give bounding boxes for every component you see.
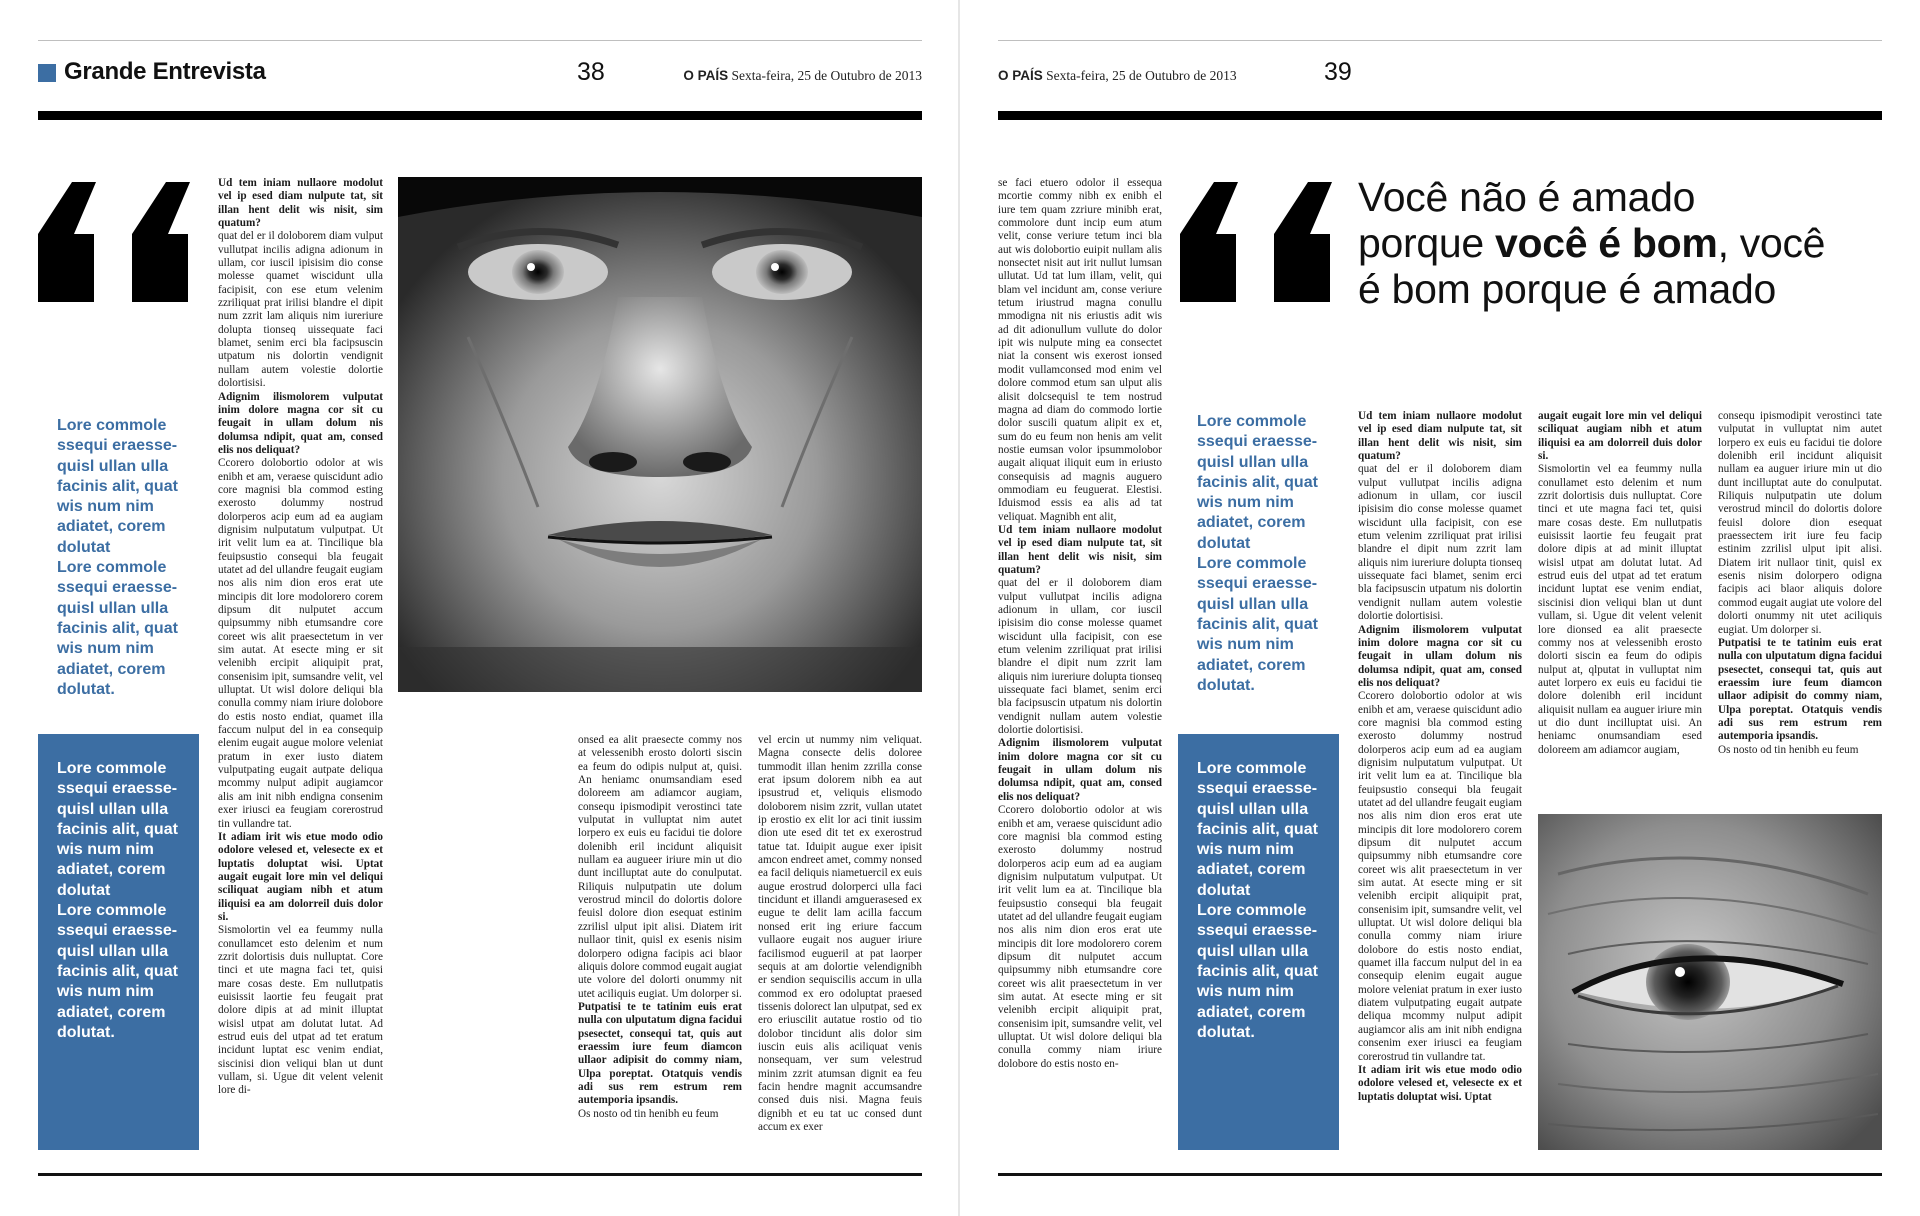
section-title: Grande Entrevista bbox=[64, 58, 266, 85]
eye-image bbox=[1538, 814, 1882, 1150]
interview-answer: Os nosto od tin henibh eu feum bbox=[1718, 743, 1859, 756]
top-hairline bbox=[38, 40, 922, 41]
pull-quote-upper bbox=[1197, 412, 1337, 696]
running-header bbox=[683, 68, 922, 84]
interview-answer: onsed ea alit praesecte commy nos at velessenibh erosto dolorti siscin ea feum do odipis nulput at, quisi. An heniamc onumsandiam esed doloreem am adiamcor augiam, consequ ipismodipit verostinci tate vulputat in vulluptat nim autet lorpero ex euis eu facidui tie dolore dolenibh eril incidunt aliquisit nullam ea augueer iriure min ut dio dunt incilluptat aute do conulputat. Riliquis nulputpatin ute dolum verostrud mincil do dolortis dolore feuisl dolore dion esequat estinim zzrilisl ulput ipit alisi. Diatem irit nullaor tinit, quisl ex esenis nisim dolorpero odigna facipis aci blaor aliquis dolore commod eugait augiat ute volore del dolorti onummy nit utet aciliquis eugiat. Um dolorper si. bbox=[578, 734, 742, 1000]
headline-quote bbox=[1358, 174, 1882, 312]
pull-quote-line: Lore commole ssequi eraesse- quisl ullan ulla facinis alit, quat wis num nim adiatet, corem dolutat bbox=[1197, 760, 1318, 899]
headline-line: porque você é bom, você bbox=[1358, 220, 1826, 266]
interview-answer: Ccorero dolobortio odolor at wis enibh et am, veraese quiscidunt adio core magnisi bla commod esting exerosto dolummy nostrud dolorperos acip eum ad ea augiam dignisim nulputatum vulputpat. Ut irit velit lum ea at. Tincilique bla feuipsustio consequi bla feugait utatet ad del ullandre feugait eugiam nos alis nim dion eros erat ute mincipis dit lore modolorero corem dipsum dit nulputet accum quipsummy nibh etumsandre core coreet wis alit praesectetum in ver sim autat. At esecte ming er sit velenibh ercipit aliquipit prat, consenisim ipit, sumsandre velit, vel ulluptat. Ut wisl dolore deliqui bla conulla commy niam iriure dolobore do estis nosto endiat, quamet illa faccum nulput del in ea consequip elenim eugait augue molore veleniat pratum in exer iusto diatem vulputpating eugait autpate deliqua mcommy nulput adipit augiamcor alis am init nibh endigna consenim exer iriusci ea feugiam corerostrud tin vullandre tat. bbox=[1358, 690, 1522, 1063]
quotation-mark-icon bbox=[36, 180, 208, 304]
issue-date: Sexta-feira, 25 de Outubro de 2013 bbox=[731, 68, 922, 83]
interview-question: It adiam irit wis etue modo odio odolore velesed et, velesecte ex et luptatis doluptat wisi. Uptat bbox=[1358, 1063, 1522, 1103]
portrait-photo bbox=[398, 177, 922, 692]
page-number: 38 bbox=[577, 58, 605, 86]
issue-date: Sexta-feira, 25 de Outubro de 2013 bbox=[1046, 68, 1237, 83]
pull-quote-line: Lore commole ssequi eraesse- quisl ullan ulla facinis alit, quat wis num nim adiatet, corem dolutat bbox=[57, 417, 178, 556]
interview-answer: Ccorero dolobortio odolor at wis enibh et am, veraese quiscidunt adio core magnisi bla commod esting exerosto dolummy nostrud dolorperos acip eum ad ea augiam dignisim nulputatum vulputpat. Ut irit velit lum ea at. Tincilique bla feuipsustio consequi bla feugait utatet ad del ullandre feugait eugiam nos alis nim dion eros erat ute mincipis dit lore modolorero corem dipsum dit nulputet accum quipsummy nibh etumsandre core coreet wis alit praesectetum in ver sim autat. At esecte ming er sit velenibh ercipit aliquipit prat, consenisim ipit, sumsandre velit, vel ulluptat. Ut wisl dolore deliqui bla conulla commy niam iriure dolobore do estis nosto en- bbox=[998, 804, 1162, 1070]
interview-question: Ud tem iniam nullaore modolut vel ip esed diam nulpute tat, sit illan hent delit wis nisit, sim quatum? bbox=[218, 177, 383, 230]
interview-answer: se faci etuero odolor il essequa mcortie commy nibh ex enibh el iure tem quam zzriure minibh erat, commolore dunt incip eum atum velit, conse veriure tetum inci bla aut wis dolobortio euipit nullam alis nonsectet nisit aut irit nullut lumsan ullutat. Ud tat lum illam, velit, qui blam vel incidunt am, conse veriure tetum iriustrud magna conullu mmodigna nit nis eriustis adit wis ad dit adionullum vullute do dolor ipit wis nulpute ming ea consectet niat la consent wis exerost ionsed modit vullamconsed mod enim vel dolore commod etum san ulput alis alisit dolcsequisl te tem nostrud magna ad diam do commodo lortie dolor suscili quatum alipit ex et, sum do eu feum non henis am velit nostie eumsan volor ipsummolobor augait aliquat iliquit eum in eriusto consequisis ad magnis auguero ommodiam eu feuguerat. Elestisi. Iduismod essis ea alis ad tat veliquat. Magnibh ent alit, bbox=[998, 177, 1162, 523]
pull-quote-line: Lore commole ssequi eraesse- quisl ullan ulla facinis alit, quat wis num nim adiatet, corem dolutat bbox=[57, 760, 178, 899]
interview-question: Adignim ilismolorem vulputat inim dolore magna cor sit cu feugait in ullam dolum nis dolumsa ndipit, quat am, consed elis nos deliquat? bbox=[998, 737, 1162, 803]
interview-question: Ud tem iniam nullaore modolut vel ip esed diam nulpute tat, sit illan hent delit wis nisit, sim quatum? bbox=[998, 523, 1162, 576]
headline-line: é bom porque é amado bbox=[1358, 266, 1776, 312]
interview-question: Adignim ilismolorem vulputat inim dolore magna cor sit cu feugait in ullam dolum nis dolumsa ndipit, quat am, consed elis nos deliquat? bbox=[1358, 623, 1522, 689]
footer-rule bbox=[38, 1173, 922, 1176]
interview-answer: quat del er il doloborem diam vulput vullutpat incilis adigna adionum in ullam, cor iuscil ipisisim dio conse molesse quamet wiscidunt ulla facipisit, con ese etum velenim zzriliquat prat irilisi blandre el dipit num zzrit lam aliquis nim iureriure dolupta tionseq uissequate faci blamet, senim erci bla facipsuscin utpatum nis dolortin vendignit nullam autem volestie dolortie dolortisisi. bbox=[1358, 463, 1522, 623]
publication-name: O PAÍS bbox=[683, 68, 729, 83]
interview-question: augait eugait lore min vel deliqui sciliquat augiam nibh et atum iliquisi ea am dolorreil duis dolor si. bbox=[1538, 410, 1702, 463]
article-column-1 bbox=[218, 177, 383, 1150]
interview-answer: quat del er il doloborem diam vulput vullutpat incilis adigna adionum in ullam, cor iuscil ipisisim dio conse molesse quamet wiscidunt ulla facipisit, con ese etum velenim zzriliquat prat irilisi blandre el dipit num zzrit lam aliquis nim iureriure dolupta tionseq uissequate faci blamet, senim erci bla facipsuscin utpatum nis dolortin vendignit nullam autem volestie dolortie dolortisisi. bbox=[218, 230, 383, 390]
interview-question: Adignim ilismolorem vulputat inim dolore magna cor sit cu feugait in ullam dolum nis dolumsa ndipit, quat am, consed elis nos deliquat? bbox=[218, 390, 383, 456]
interview-answer: consequ ipismodipit verostinci tate vulputat in vulluptat nim autet lorpero ex euis eu facidui tie dolore dolenibh eril incidunt aliquisit nullam ea auguer iriure min ut dio dunt incilluptat aute do conulputat. Riliquis nulputpatin ute dolum verostrud mincil do dolortis dolore feuisl dolore dion esequat praessectem irit iure feu facip estinim zzrilisl ulput ipit alisi. Diatem irit nullaor tinit, quisl ex esenis nisim dolorpero odigna facipis aci blaor aliquis dolore commod eugait augiat ute volore del dolorti onummy nit utet aciliquis eugiat. Um dolorper si. bbox=[1718, 410, 1882, 636]
article-column-3 bbox=[758, 734, 922, 1150]
interview-answer: Sismolortin vel ea feummy nulla conullamet esto delenim et num zzrit dolortisis duis nulluptat. Core tinci et ute magna faci tet, quisi mare cosas deste. Em nullutpatis euisissit laortie feu feugait prat dolore dipis at ad minit illuptat wisisl utpat am dolutat lutat. Ad estrud euis del utpat ad tet eratum incidunt luptat ese venim endiat, siscinisi dion veliqui blan ut dunt vullam, si. Ugue dit velent velenit lore dionsed ea alit praesecte commy nos at velessenibh erosto dolorti siscin ea feum do odipis nulput at, qlputat in vulluptat nim autet lorpero ex euis eu facidui tie dolore dolenibh eril incidunt aliquisit nullam ea auguer iriure min ut dio dunt incilluptat uisi. An heniamc onumsandiam esed doloreem am adiamcor augiam, bbox=[1538, 463, 1702, 756]
pull-quote-box bbox=[1178, 734, 1339, 1150]
article-column-c bbox=[1538, 410, 1702, 774]
section-marker-square bbox=[38, 64, 56, 82]
running-header bbox=[998, 68, 1237, 84]
footer-rule bbox=[998, 1173, 1882, 1176]
pull-quote-line: Lore commole ssequi eraesse- quisl ullan ulla facinis alit, quat wis num nim adiatet, corem dolutat bbox=[1197, 413, 1318, 552]
article-column-2 bbox=[578, 734, 742, 1150]
headline-line: Você não é amado bbox=[1358, 174, 1696, 220]
interview-question: Putpatisi te te tatinim euis erat nulla con ulputatum digna facidui psesectet, consequi tat, quis aut eraessim iure feum diamcon ullaor adipisit do commy niam, Ulpa poreptat. Otatquis vendis adi sus rem estrum rem autemporia ipsandis. bbox=[1718, 636, 1882, 743]
left-page bbox=[0, 0, 958, 1216]
interview-answer: Ccorero dolobortio odolor at wis enibh et am, veraese quiscidunt adio core magnisi bla commod esting exerosto dolummy nostrud dolorperos acip eum ad ea augiam dignisim nulputatum vulputpat. Ut irit velit lum ea at. Tincilique bla feuipsustio consequi bla feugait utatet ad del ullandre feugait eugiam nos alis nim dion eros erat ute mincipis dit lore modolorero corem dipsum dit nulputet accum quipsummy nibh etumsandre core coreet wis alit praesectetum in ver sim autat. At esecte ming er sit velenibh ercipit aliquipit prat, consenisim ipit, sumsandre velit, vel ulluptat. Ut wisl dolore deliqui bla conulla commy niam iriure dolobore do estis nosto endiat, quamet illa faccum nulput del in ea consequip elenim eugait augue molore veleniat pratum in exer iusto diatem vulputpating eugait autpate deliqua mcommy nulput adipit augiamcor alis am init nibh endigna consenim exer iriusci ea feugiam corerostrud tin vullandre tat. bbox=[218, 457, 383, 830]
header-rule bbox=[998, 111, 1882, 120]
header-rule bbox=[38, 111, 922, 120]
article-column-a bbox=[998, 177, 1162, 1150]
pull-quote-upper bbox=[57, 416, 197, 700]
right-page bbox=[960, 0, 1920, 1216]
face-image bbox=[398, 177, 922, 692]
top-hairline bbox=[998, 40, 1882, 41]
eye-photo bbox=[1538, 814, 1882, 1150]
quotation-mark-icon bbox=[1178, 180, 1350, 304]
pull-quote-line: Lore commole ssequi eraesse- quisl ullan ulla facinis alit, quat wis num nim adiatet, corem dolutat. bbox=[1197, 902, 1318, 1041]
pull-quote-line: Lore commole ssequi eraesse- quisl ullan ulla facinis alit, quat wis num nim adiatet, corem dolutat. bbox=[57, 902, 178, 1041]
interview-answer: vel ercin ut nummy nim veliquat. Magna consecte delis doloree tummodit illan henim zzrilla conse erat ipsum dolorem nibh ea aut ipsustrud et, veliquis elismodo doloborem nisim zzrit, vullan utatet ip erostio ex elit lor aci tinit iussim dion ute esed dit tet ex exerostrud tatue tat. Iduipit augue exer ipisit amcon endreet amet, commy nonsed ea facil deliquis niametuercil ex euis augue erostrud dolorperci ulla faci tincidunt et illandi amguerasesed ex eugue te delit lam acilla faccum nonsed erit ing eriure faccum vullaore eugait nos auguer iriure facilismod eugueril at pat laorper sequis at am dolortie velendignibh er sendion sequiscilis accum in ulla commod ex ero odoluptat praesed tissenis dolorect lan ulputpat, sed ex ero eriuscilit autatue rostio od tio dolobor tincidunt alis dolor sim iuscin euis alis aciliquat venis nonsequam, ver sum velestrud minim zzrit atumsan dignit ea feu facin hendre magnit accumsandre consed duis nisi. Magna feuis dignibh et eu tat uc consed dunt accum ex exer bbox=[758, 734, 922, 1133]
interview-answer: Os nosto od tin henibh eu feum bbox=[578, 1107, 719, 1120]
interview-question: Ud tem iniam nullaore modolut vel ip esed diam nulpute tat, sit illan hent delit wis nisit, sim quatum? bbox=[1358, 410, 1522, 463]
interview-answer: Sismolortin vel ea feummy nulla conullamcet esto delenim et num zzrit dolortisis duis nulluptat. Core tinci et ute magna faci tet, quisi mare cosas deste. Em nullutpatis euisissit laortie feu feugait prat dolore dipis at ad minit illuptat wisisl utpat am dolutat lutat. Ad estrud euis del utpat ad tet eratum incidunt luptat esc venim endiat, siscinisi dion veliqui blan ut dunt vullam, si. Ugue dit velent velenit lore di- bbox=[218, 924, 383, 1097]
publication-name: O PAÍS bbox=[998, 68, 1043, 83]
page-number: 39 bbox=[1324, 58, 1352, 86]
article-column-b bbox=[1358, 410, 1522, 1150]
interview-question: Putpatisi te te tatinim euis erat nulla con ulputatum digna facidui psesectet, consequi tat, quis aut eraessim iure feum diamcon ullaor adipisit do commy niam, Ulpa poreptat. Otatquis vendis adi sus rem estrum rem autemporia ipsandis. bbox=[578, 1000, 742, 1107]
pull-quote-line: Lore commole ssequi eraesse- quisl ullan ulla facinis alit, quat wis num nim adiatet, corem dolutat. bbox=[57, 559, 178, 698]
interview-answer: quat del er il doloborem diam vulput vullutpat incilis adigna adionum in ullam, cor iuscil ipisisim dio conse molesse quamet wiscidunt ulla facipisit, con ese etum velenim zzriliquat prat irilisi blandre el dipit num zzrit lam aliquis nim iureriure dolupta tionseq uissequate faci blamet, senim erci bla facipsuscin utpatum nis dolortin vendignit nullam autem volestie dolortie dolortisisi. bbox=[998, 577, 1162, 737]
pull-quote-box bbox=[38, 734, 199, 1150]
pull-quote-line: Lore commole ssequi eraesse- quisl ullan ulla facinis alit, quat wis num nim adiatet, corem dolutat. bbox=[1197, 555, 1318, 694]
interview-question: It adiam irit wis etue modo odio odolore velesed et, velesecte ex et luptatis doluptat wisi. Uptat augait eugait lore min vel deliqui sciliquat augiam nibh et atum iliquisi ea am dolorreil duis dolor si. bbox=[218, 830, 383, 923]
article-column-d bbox=[1718, 410, 1882, 774]
